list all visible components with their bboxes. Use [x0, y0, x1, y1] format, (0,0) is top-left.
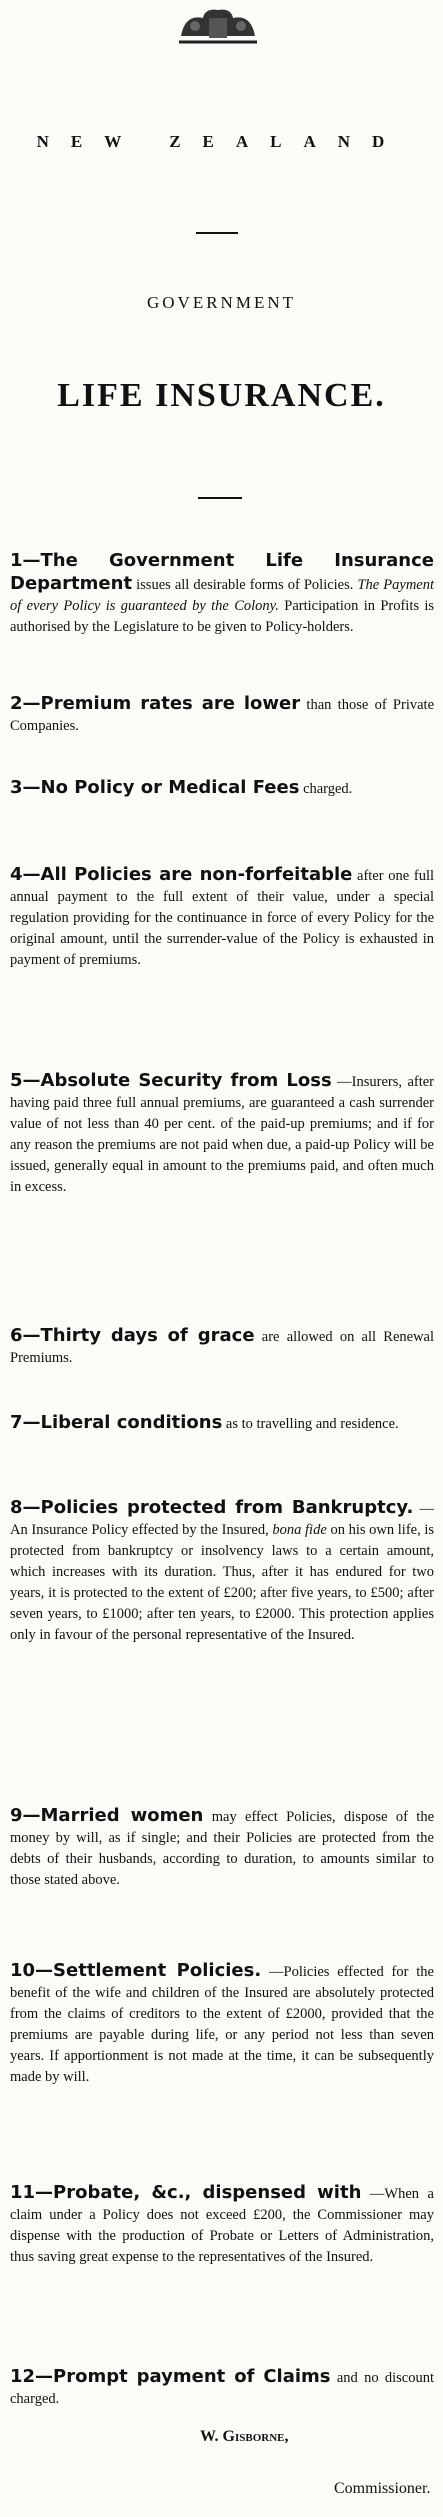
- section-body: and no discount charged.: [10, 2370, 434, 2407]
- section-body: on his own life, is protected from bankruptcy or insolvency laws to a certain amount, which increases with its duration. Thus, after it has endured for two years, it is protected to the extent of £200; after five years, to £500; after seven years, to £1000; after ten years, to £2000. This protection applies only in favour of the personal representative of the Insured.: [10, 1522, 435, 1643]
- divider-rule: [196, 232, 238, 234]
- section-heading: 8—Policies protected from Bankruptcy.: [10, 1497, 414, 1518]
- section-body-italic: bona fide: [272, 1522, 327, 1538]
- section-6: [10, 1325, 434, 1369]
- section-body: as to travelling and residence.: [225, 1416, 399, 1432]
- section-7: [10, 1412, 434, 1435]
- country-heading: NEW ZEALAND: [36, 132, 407, 151]
- section-heading: 12—Prompt payment of Claims: [10, 2366, 331, 2387]
- section-body: —An Insurance Policy effected by the Insured,: [10, 1501, 435, 1538]
- department-heading: GOVERNMENT: [147, 293, 296, 312]
- section-3: [10, 777, 434, 800]
- section-11: [10, 2182, 434, 2268]
- section-heading: 2—Premium rates are lower: [10, 693, 301, 714]
- section-2: [10, 693, 434, 737]
- signature-name: W. Gisborne,: [200, 2428, 289, 2445]
- section-heading: 4—All Policies are non-forfeitable: [10, 864, 353, 885]
- section-body: than those of Private Companies.: [10, 697, 435, 734]
- royal-crest-icon: [175, 6, 261, 46]
- page-title: LIFE INSURANCE.: [57, 377, 386, 414]
- section-body: —Insurers, after having paid three full annual premiums, are guaranteed a cash surrender value of not less than 40 per cent. of the paid-up premiums; and if for any reason the premiums are not paid when due, a paid-up Policy will be issued, generally equal in amount to the premiums paid, and often much in excess.: [10, 1074, 435, 1195]
- divider-rule: [198, 497, 242, 499]
- section-body: may effect Policies, dispose of the money by will, as if single; and their Policies are protected from the debts of their husbands, according to duration, to amounts similar to those stated above.: [10, 1809, 435, 1888]
- section-body: issues all desirable forms of Policies.: [136, 577, 354, 593]
- section-body-italic: The Payment of every Policy is guaranteed by the Colony.: [10, 577, 435, 614]
- section-4: [10, 864, 434, 971]
- section-heading: 1—The Government Life Insurance Department: [10, 550, 434, 594]
- section-8: [10, 1497, 434, 1646]
- section-heading: 9—Married women: [10, 1805, 204, 1826]
- section-body: after one full annual payment to the full extent of their value, under a special regulation providing for the continuance in force of every Policy for the original amount, until the surrender-value of the Policy is exhausted in payment of premiums.: [10, 868, 435, 968]
- section-heading: 11—Probate, &c., dispensed with: [10, 2182, 362, 2203]
- section-body: —Policies effected for the benefit of the wife and children of the Insured are absolutely protected from the claims of creditors to the extent of £2000, provided that the premiums are payable during life, or any period not less than seven years. If apportionment is not made at the time, it can be subsequently made by will.: [10, 1964, 434, 2085]
- section-1: [10, 550, 434, 638]
- section-10: [10, 1960, 434, 2088]
- signature-title: Commissioner.: [334, 2480, 431, 2497]
- section-12: [10, 2366, 434, 2410]
- section-body: —When a claim under a Policy does not exceed £200, the Commissioner may dispense with the production of Probate or Letters of Administration, thus saving great expense to the representatives of the Insured.: [10, 2186, 434, 2265]
- section-body: are allowed on all Renewal Premiums.: [10, 1329, 435, 1366]
- section-body: charged.: [303, 781, 353, 797]
- section-9: [10, 1805, 434, 1891]
- section-heading: 5—Absolute Security from Loss: [10, 1070, 332, 1091]
- section-heading: 7—Liberal conditions: [10, 1412, 223, 1433]
- section-5: [10, 1070, 434, 1198]
- section-body: Participation in Profits is authorised by the Legislature to be given to Policy-holders.: [10, 598, 435, 635]
- section-heading: 3—No Policy or Medical Fees: [10, 777, 300, 798]
- section-heading: 6—Thirty days of grace: [10, 1325, 255, 1346]
- section-heading: 10—Settlement Policies.: [10, 1960, 262, 1981]
